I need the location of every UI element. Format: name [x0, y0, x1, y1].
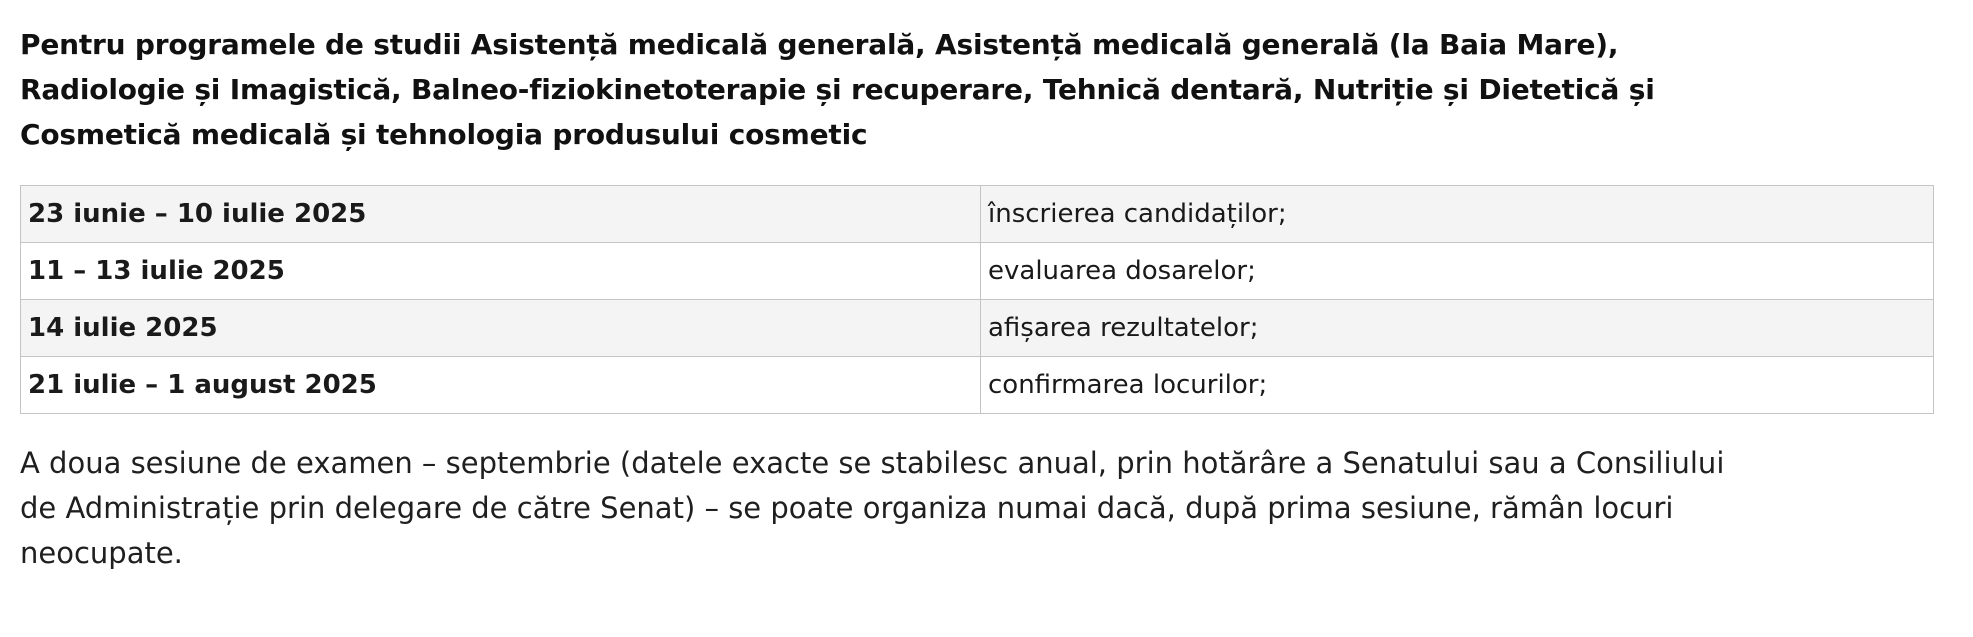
event-cell: evaluarea dosarelor; — [981, 243, 1934, 300]
table-row — [21, 357, 1934, 414]
session-note — [20, 441, 1930, 576]
note-line: A doua sesiune de examen – septembrie (datele exacte se stabilesc anual, prin hotărâre a Senatului sau a Consiliului — [20, 446, 1725, 480]
heading-line: Pentru programele de studii Asistență medicală generală, Asistență medicală generală (la Baia Mare), — [20, 28, 1619, 61]
section-heading — [20, 22, 1930, 157]
event-cell: înscrierea candidaților; — [981, 186, 1934, 243]
table-row — [21, 186, 1934, 243]
heading-line: Cosmetică medicală și tehnologia produsului cosmetic — [20, 118, 868, 151]
heading-line: Radiologie și Imagistică, Balneo-fiziokinetoterapie și recuperare, Tehnică dentară, Nutriție și Dietetică și — [20, 73, 1655, 106]
page-content — [20, 22, 1930, 576]
event-cell: confirmarea locurilor; — [981, 357, 1934, 414]
table-row — [21, 243, 1934, 300]
date-cell: 21 iulie – 1 august 2025 — [21, 357, 981, 414]
note-line: neocupate. — [20, 536, 183, 570]
table-row — [21, 300, 1934, 357]
date-cell: 23 iunie – 10 iulie 2025 — [21, 186, 981, 243]
event-cell: afișarea rezultatelor; — [981, 300, 1934, 357]
date-cell: 11 – 13 iulie 2025 — [21, 243, 981, 300]
date-cell: 14 iulie 2025 — [21, 300, 981, 357]
note-line: de Administrație prin delegare de către Senat) – se poate organiza numai dacă, după prima sesiune, rămân locuri — [20, 491, 1674, 525]
schedule-table — [20, 185, 1934, 414]
